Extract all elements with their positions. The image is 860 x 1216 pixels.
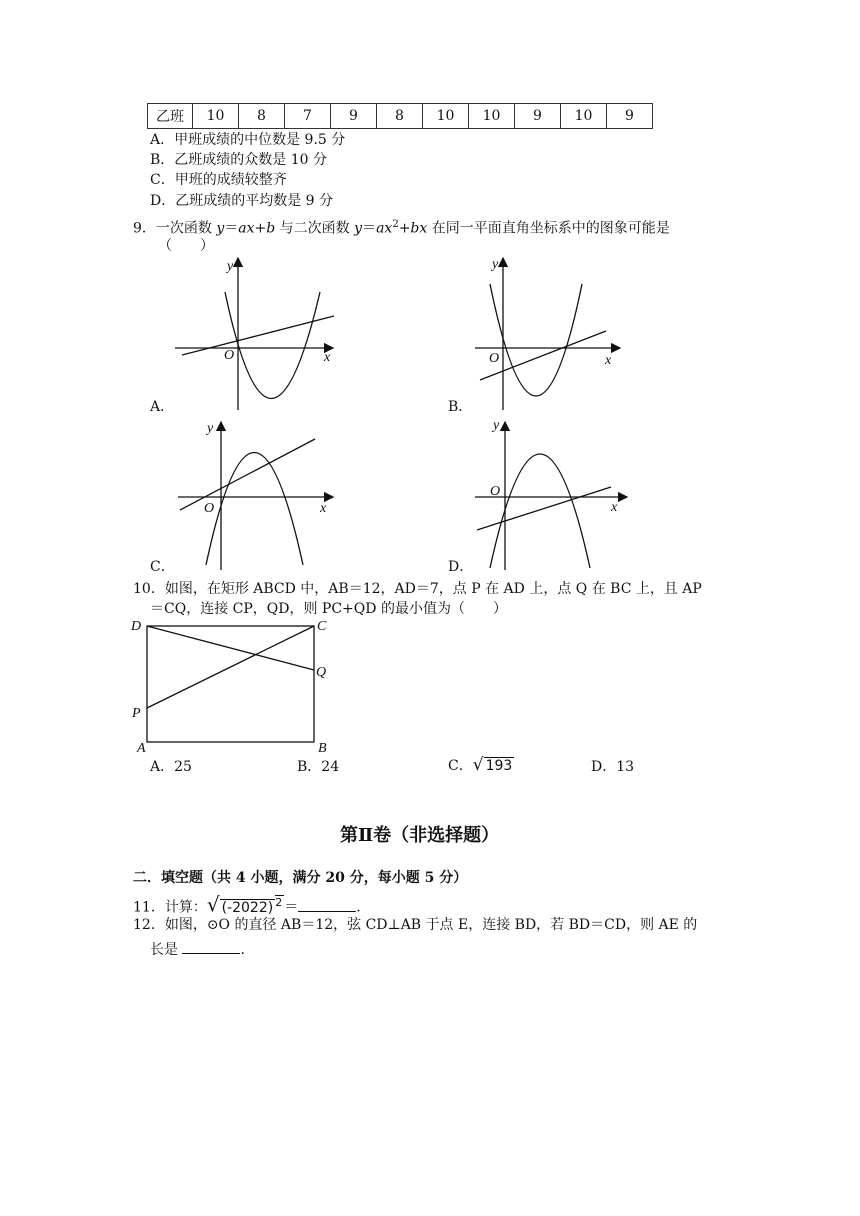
q10-stem-line1: 10．如图，在矩形 ABCD 中，AB＝12，AD＝7，点 P 在 AD 上，点 Q 在 BC 上，且 AP [133, 581, 702, 597]
axis-label-x: x [605, 353, 612, 368]
table-cell: 9 [607, 104, 653, 129]
q11-prefix: 11．计算： [133, 899, 207, 916]
table-row-label: 乙班 [148, 104, 193, 129]
graph-c-label: C． [150, 559, 175, 575]
table-cell: 10 [469, 104, 515, 129]
math-exponent: 2 [392, 219, 399, 230]
part2-heading: 二．填空题（共 4 小题，满分 20 分，每小题 5 分） [133, 870, 468, 886]
answer-blank [182, 939, 240, 954]
q8-option-a: A．甲班成绩的中位数是 9.5 分 [150, 132, 346, 148]
table-cell: 8 [377, 104, 423, 129]
math-var: y [354, 220, 363, 237]
q9-text: 与二次函数 [275, 220, 355, 237]
axis-label-x: x [324, 350, 331, 365]
q11-end: . [356, 899, 361, 916]
q8-option-c: C．甲班的成绩较整齐 [150, 172, 287, 188]
q9-text: 一次函数 [155, 220, 217, 237]
q10-option-b: B．24 [297, 759, 340, 775]
table-cell: 10 [423, 104, 469, 129]
axis-label-x: x [611, 500, 618, 515]
section-title: 第Ⅱ卷（非选择题） [340, 825, 500, 846]
graph-b-label: B． [448, 399, 473, 415]
q9-text: 在同一平面直角坐标系中的图象可能是 [427, 220, 670, 237]
math-op: ＝ [284, 899, 299, 916]
axis-label-y: y [493, 418, 500, 433]
q10-option-c [448, 756, 514, 775]
point-label-q: Q [316, 665, 327, 680]
table-cell: 9 [515, 104, 561, 129]
math-op: ＝ [362, 220, 377, 237]
q10-option-a: A．25 [150, 759, 192, 775]
q12-stem-line1: 12．如图，⊙O 的直径 AB＝12，弦 CD⊥AB 于点 E，连接 BD，若 BD＝CD，则 AE 的 [133, 917, 698, 933]
q12-end: . [240, 942, 245, 958]
rectangle-abcd [147, 626, 314, 742]
math-op: ＝ [224, 220, 239, 237]
table-cell: 8 [239, 104, 285, 129]
math-expr: ax [376, 220, 393, 237]
point-label-c: C [317, 619, 327, 634]
q12-stem-line2 [150, 939, 245, 959]
origin-label: O [204, 501, 215, 516]
axis-label-y: y [227, 259, 234, 274]
q8-option-b: B．乙班成绩的众数是 10 分 [150, 152, 328, 168]
axis-label-x: x [320, 501, 327, 516]
q9-answer-paren: （ ） [158, 238, 214, 254]
math-exponent: 2 [275, 896, 283, 909]
point-label-d: D [131, 619, 142, 634]
math-expr: +bx [398, 220, 428, 237]
q12-prefix: 长是 [150, 942, 183, 958]
segment-cp [147, 626, 314, 708]
q9-number: 9． [133, 220, 156, 237]
table-cell: 7 [285, 104, 331, 129]
q10-stem-line2: ＝CQ，连接 CP，QD，则 PC+QD 的最小值为（ ） [150, 601, 507, 617]
origin-label: O [489, 351, 500, 366]
graph-d-label: D． [448, 559, 474, 575]
table-cell: 10 [561, 104, 607, 129]
table-cell: 10 [193, 104, 239, 129]
radicand: (-2022) [221, 899, 274, 916]
math-var: y [216, 220, 225, 237]
point-label-p: P [132, 706, 141, 721]
origin-label: O [224, 348, 235, 363]
graph-a-label: A． [150, 399, 175, 415]
sqrt-icon: √ [206, 892, 220, 917]
axis-label-y: y [492, 257, 499, 272]
point-label-b: B [318, 741, 327, 756]
axis-label-y: y [207, 421, 214, 436]
option-letter: C． [448, 758, 473, 774]
radicand: 193 [485, 758, 513, 774]
answer-blank [298, 897, 356, 912]
origin-label: O [490, 484, 501, 499]
q8-option-d: D．乙班成绩的平均数是 9 分 [150, 193, 334, 209]
q10-option-d: D．13 [591, 759, 635, 775]
math-expr: ax+b [238, 220, 276, 237]
segment-qd [147, 626, 314, 670]
point-label-a: A [137, 741, 146, 756]
table-cell: 9 [331, 104, 377, 129]
sqrt-icon: √ [472, 755, 484, 775]
